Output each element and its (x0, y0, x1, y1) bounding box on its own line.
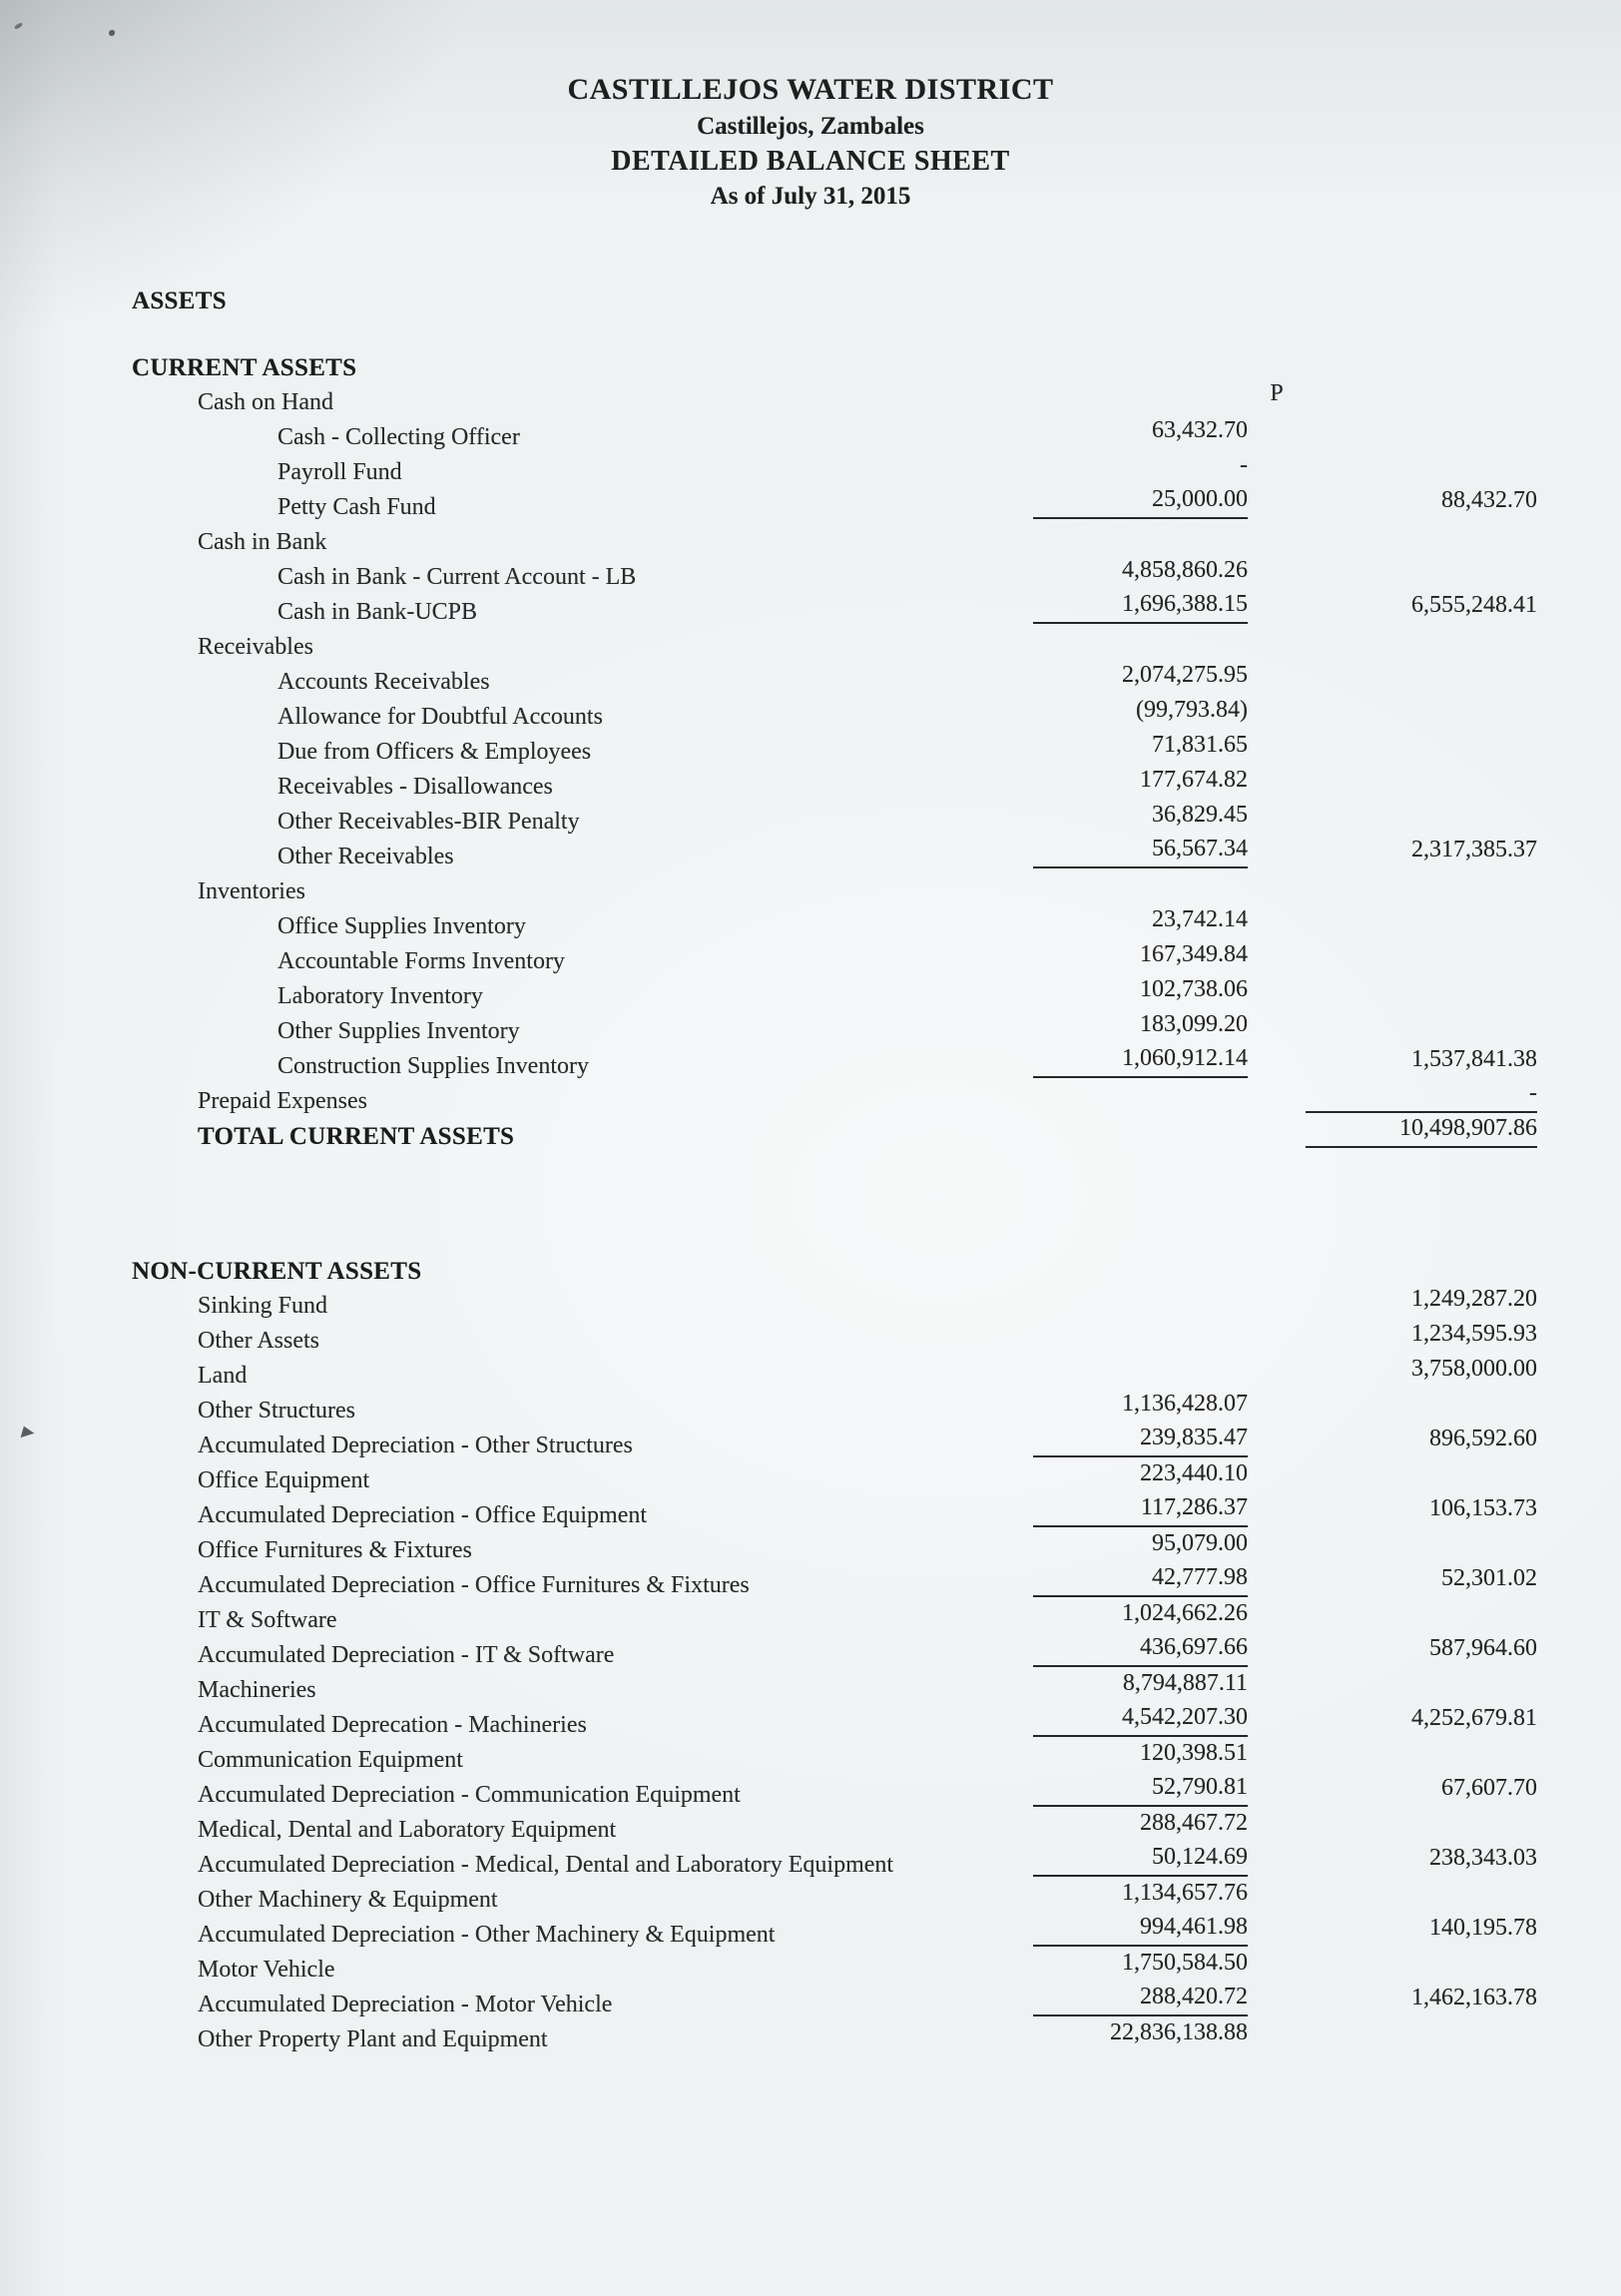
row-label: Machineries (198, 1677, 316, 1703)
currency-symbol (1248, 1629, 1306, 1664)
amount-col1: 436,697.66 (1033, 1630, 1248, 1667)
row-label: Receivables - Disallowances (277, 774, 553, 800)
row-label: Accumulated Depreciation - Office Equipment (198, 1502, 648, 1528)
amount-col1: 1,750,584.50 (1122, 1950, 1248, 1976)
amount-col2 (1306, 378, 1537, 413)
as-of-date: As of July 31, 2015 (710, 183, 911, 210)
currency-symbol (1248, 275, 1306, 309)
amount-col1 (1033, 1282, 1248, 1317)
balance-sheet-rows (0, 284, 1621, 2057)
row-label: Accumulated Depreciation - Office Furnitures & Fixtures (198, 1572, 750, 1598)
currency-symbol (1248, 1839, 1306, 1874)
amount-col2 (1306, 623, 1537, 658)
row-label: Communication Equipment (198, 1747, 463, 1773)
row-label: Accumulated Depreciation - Other Machinery & Equipment (198, 1922, 776, 1948)
row-label: Sinking Fund (198, 1293, 328, 1319)
currency-symbol (1248, 481, 1306, 516)
row-label: Accumulated Depreciation - Motor Vehicle (198, 1992, 613, 2017)
amount-col1 (1033, 518, 1248, 553)
amount-col2 (1306, 1806, 1537, 1841)
currency-symbol (1248, 1559, 1306, 1594)
row-label: Accounts Receivables (277, 669, 490, 695)
row-label: Payroll Fund (277, 459, 402, 485)
row-assets (0, 284, 1621, 318)
row-label: Medical, Dental and Laboratory Equipment (198, 1817, 617, 1843)
amount-col2 (1306, 972, 1537, 1007)
row-total-current-assets (0, 1115, 1621, 1154)
amount-col2: 88,432.70 (1441, 487, 1537, 513)
row-label: NON-CURRENT ASSETS (132, 1257, 422, 1285)
currency-symbol (1248, 831, 1306, 865)
amount-col2: 587,964.60 (1429, 1635, 1537, 1661)
amount-col2 (1306, 1387, 1537, 1422)
row-label: Office Supplies Inventory (277, 913, 526, 939)
row-label: Petty Cash Fund (277, 494, 436, 520)
amount-col1 (1033, 623, 1248, 658)
amount-col2 (1306, 763, 1537, 798)
amount-col2: 896,592.60 (1429, 1426, 1537, 1451)
currency-symbol (1248, 1769, 1306, 1804)
row-label: CURRENT ASSETS (132, 353, 357, 381)
amount-col2: 52,301.02 (1441, 1565, 1537, 1591)
currency-symbol (1248, 1350, 1306, 1385)
amount-col2 (1306, 1666, 1537, 1701)
amount-col1: 8,794,887.11 (1122, 1670, 1248, 1696)
amount-col1: 1,696,388.15 (1033, 587, 1248, 624)
amount-col1: 239,835.47 (1033, 1421, 1248, 1457)
row-label: Cash in Bank-UCPB (277, 599, 478, 625)
amount-col2 (1306, 1946, 1537, 1981)
amount-col2 (1306, 1456, 1537, 1491)
amount-col2 (1306, 1247, 1537, 1282)
row-label: Office Furnitures & Fixtures (198, 1537, 472, 1563)
row-label: Accumulated Depreciation - Other Structures (198, 1433, 633, 1458)
amount-col1 (1033, 1352, 1248, 1387)
amount-col2 (1306, 1596, 1537, 1631)
amount-col2 (1306, 2015, 1537, 2050)
row-label: Construction Supplies Inventory (277, 1053, 589, 1079)
organization-location: Castillejos, Zambales (697, 113, 924, 140)
currency-symbol (1248, 1909, 1306, 1944)
amount-col1 (1033, 1247, 1248, 1282)
row-label: IT & Software (198, 1607, 337, 1633)
amount-col1: 120,398.51 (1140, 1740, 1248, 1766)
row-label: Other Supplies Inventory (277, 1018, 520, 1044)
amount-col2 (1306, 518, 1537, 553)
currency-symbol (1248, 1699, 1306, 1734)
currency-symbol (1248, 656, 1306, 691)
amount-col2: - (1306, 1076, 1537, 1113)
currency-symbol (1248, 970, 1306, 1005)
amount-col1: 95,079.00 (1152, 1530, 1248, 1556)
amount-col1: 36,829.45 (1152, 802, 1248, 828)
amount-col1: 42,777.98 (1033, 1560, 1248, 1597)
row-label: Cash in Bank (198, 529, 327, 555)
amount-col1 (1033, 1077, 1248, 1112)
currency-symbol (1248, 1944, 1306, 1979)
amount-col2: 2,317,385.37 (1411, 837, 1537, 862)
amount-col1: 1,134,657.76 (1122, 1880, 1248, 1906)
row-label: Other Receivables-BIR Penalty (277, 809, 580, 835)
row-label: Other Structures (198, 1398, 355, 1424)
row-label: Accumulated Depreciation - Communication Equipment (198, 1782, 741, 1808)
amount-col1 (1033, 277, 1248, 311)
amount-col1: 23,742.14 (1152, 906, 1248, 932)
amount-col2 (1306, 902, 1537, 937)
row-label: Laboratory Inventory (277, 983, 483, 1009)
amount-col2: 4,252,679.81 (1411, 1705, 1537, 1731)
amount-col1: 183,099.20 (1140, 1011, 1248, 1037)
amount-col2 (1306, 413, 1537, 448)
amount-col1 (1033, 378, 1248, 413)
amount-col1 (1033, 1317, 1248, 1352)
amount-col1: 22,836,138.88 (1110, 2019, 1248, 2045)
currency-symbol (1248, 1005, 1306, 1040)
amount-col2 (1306, 1526, 1537, 1561)
row-label: Office Equipment (198, 1467, 370, 1493)
amount-col2: 1,537,841.38 (1411, 1046, 1537, 1072)
amount-col2: 106,153.73 (1429, 1495, 1537, 1521)
amount-col2 (1306, 277, 1537, 311)
amount-col1: 288,467.72 (1140, 1810, 1248, 1836)
currency-symbol (1248, 1454, 1306, 1489)
ink-speck (109, 30, 115, 36)
row-label: Accountable Forms Inventory (277, 948, 565, 974)
row-label: Cash on Hand (198, 389, 333, 415)
currency-symbol (1248, 1075, 1306, 1110)
amount-col2 (1306, 728, 1537, 763)
row-label: Cash in Bank - Current Account - LB (277, 564, 637, 590)
currency-symbol (1248, 796, 1306, 831)
amount-col1: 117,286.37 (1033, 1490, 1248, 1527)
currency-symbol (1248, 1245, 1306, 1280)
row-label: Prepaid Expenses (198, 1088, 367, 1114)
row-label: Other Machinery & Equipment (198, 1887, 498, 1913)
row-label: Other Property Plant and Equipment (198, 2026, 548, 2052)
amount-col2: 1,249,287.20 (1411, 1286, 1537, 1312)
amount-col2 (1306, 693, 1537, 728)
amount-col1: 167,349.84 (1140, 941, 1248, 967)
amount-col1: 2,074,275.95 (1122, 662, 1248, 688)
currency-symbol (1248, 1385, 1306, 1420)
amount-col1: 1,060,912.14 (1033, 1041, 1248, 1078)
currency-symbol (1248, 1280, 1306, 1315)
amount-col2 (1306, 1736, 1537, 1771)
row-label: Allowance for Doubtful Accounts (277, 704, 603, 730)
amount-col1 (1033, 1112, 1248, 1147)
amount-col2: 6,555,248.41 (1411, 592, 1537, 618)
currency-symbol (1248, 341, 1306, 376)
row-label: Accumulated Depreciation - IT & Software (198, 1642, 615, 1668)
amount-col1: 25,000.00 (1033, 482, 1248, 519)
currency-symbol (1248, 1110, 1306, 1145)
currency-symbol (1248, 516, 1306, 551)
amount-col2: 140,195.78 (1429, 1915, 1537, 1941)
row-label: Motor Vehicle (198, 1957, 335, 1983)
amount-col1: 52,790.81 (1033, 1770, 1248, 1807)
amount-col1: 71,831.65 (1152, 732, 1248, 758)
currency-symbol (1248, 726, 1306, 761)
amount-col2 (1306, 937, 1537, 972)
currency-symbol (1248, 1315, 1306, 1350)
amount-col1: 223,440.10 (1140, 1460, 1248, 1486)
amount-col2: 1,234,595.93 (1411, 1321, 1537, 1347)
row-label: Accumulated Depreciation - Medical, Dental and Laboratory Equipment (198, 1852, 894, 1878)
currency-symbol (1248, 1734, 1306, 1769)
row-label: Cash - Collecting Officer (277, 424, 520, 450)
amount-col2 (1306, 867, 1537, 902)
currency-symbol (1248, 900, 1306, 935)
amount-col2: 10,498,907.86 (1306, 1111, 1537, 1148)
currency-symbol (1248, 446, 1306, 481)
amount-col1: 1,024,662.26 (1122, 1600, 1248, 1626)
amount-col2 (1306, 1007, 1537, 1042)
row-label: Due from Officers & Employees (277, 739, 592, 765)
amount-col2 (1306, 1876, 1537, 1911)
currency-symbol (1248, 586, 1306, 621)
currency-symbol (1248, 1040, 1306, 1075)
document-title: DETAILED BALANCE SHEET (611, 146, 1010, 177)
amount-col1: 1,136,428.07 (1122, 1391, 1248, 1417)
currency-symbol (1248, 411, 1306, 446)
currency-symbol (1248, 551, 1306, 586)
currency-symbol (1248, 1664, 1306, 1699)
currency-symbol (1248, 2013, 1306, 2048)
amount-col2: 238,343.03 (1429, 1845, 1537, 1871)
amount-col1: 56,567.34 (1033, 832, 1248, 868)
amount-col2 (1306, 658, 1537, 693)
amount-col2: 1,462,163.78 (1411, 1985, 1537, 2010)
amount-col1: 288,420.72 (1033, 1980, 1248, 2016)
currency-symbol (1248, 1524, 1306, 1559)
currency-symbol (1248, 761, 1306, 796)
amount-col1: 63,432.70 (1152, 417, 1248, 443)
amount-col2 (1306, 553, 1537, 588)
amount-col2: 3,758,000.00 (1411, 1356, 1537, 1382)
row-label: Receivables (198, 634, 313, 660)
currency-symbol (1248, 691, 1306, 726)
amount-col1: - (1240, 452, 1248, 478)
row-label: ASSETS (132, 287, 227, 314)
amount-col1 (1033, 867, 1248, 902)
row-label: Other Receivables (277, 844, 454, 869)
currency-symbol (1248, 1489, 1306, 1524)
row-label: Inventories (198, 878, 305, 904)
currency-symbol (1248, 865, 1306, 900)
currency-symbol (1248, 1594, 1306, 1629)
row-label: Other Assets (198, 1328, 319, 1354)
amount-col2: 67,607.70 (1441, 1775, 1537, 1801)
currency-symbol (1248, 1874, 1306, 1909)
amount-col1: 177,674.82 (1140, 767, 1248, 793)
amount-col2 (1306, 798, 1537, 833)
currency-symbol: P (1270, 380, 1284, 406)
amount-col1: 102,738.06 (1140, 976, 1248, 1002)
amount-col1: 994,461.98 (1033, 1910, 1248, 1947)
amount-col1: 4,858,860.26 (1122, 557, 1248, 583)
amount-col1 (1033, 343, 1248, 378)
row-label: Land (198, 1363, 248, 1389)
currency-symbol (1248, 1420, 1306, 1454)
row-other-property-plant-and-equipment (0, 2019, 1621, 2057)
amount-col1: 50,124.69 (1033, 1840, 1248, 1877)
amount-col2 (1306, 343, 1537, 378)
currency-symbol (1248, 935, 1306, 970)
currency-symbol (1248, 1979, 1306, 2013)
currency-symbol (1248, 621, 1306, 656)
currency-symbol (1248, 1804, 1306, 1839)
row-label: TOTAL CURRENT ASSETS (198, 1122, 515, 1150)
amount-col1: (99,793.84) (1136, 697, 1248, 723)
amount-col2 (1306, 448, 1537, 483)
amount-col1: 4,542,207.30 (1033, 1700, 1248, 1737)
row-label: Accumulated Deprecation - Machineries (198, 1712, 587, 1738)
organization-name: CASTILLEJOS WATER DISTRICT (567, 73, 1054, 106)
document-header (0, 0, 1621, 214)
